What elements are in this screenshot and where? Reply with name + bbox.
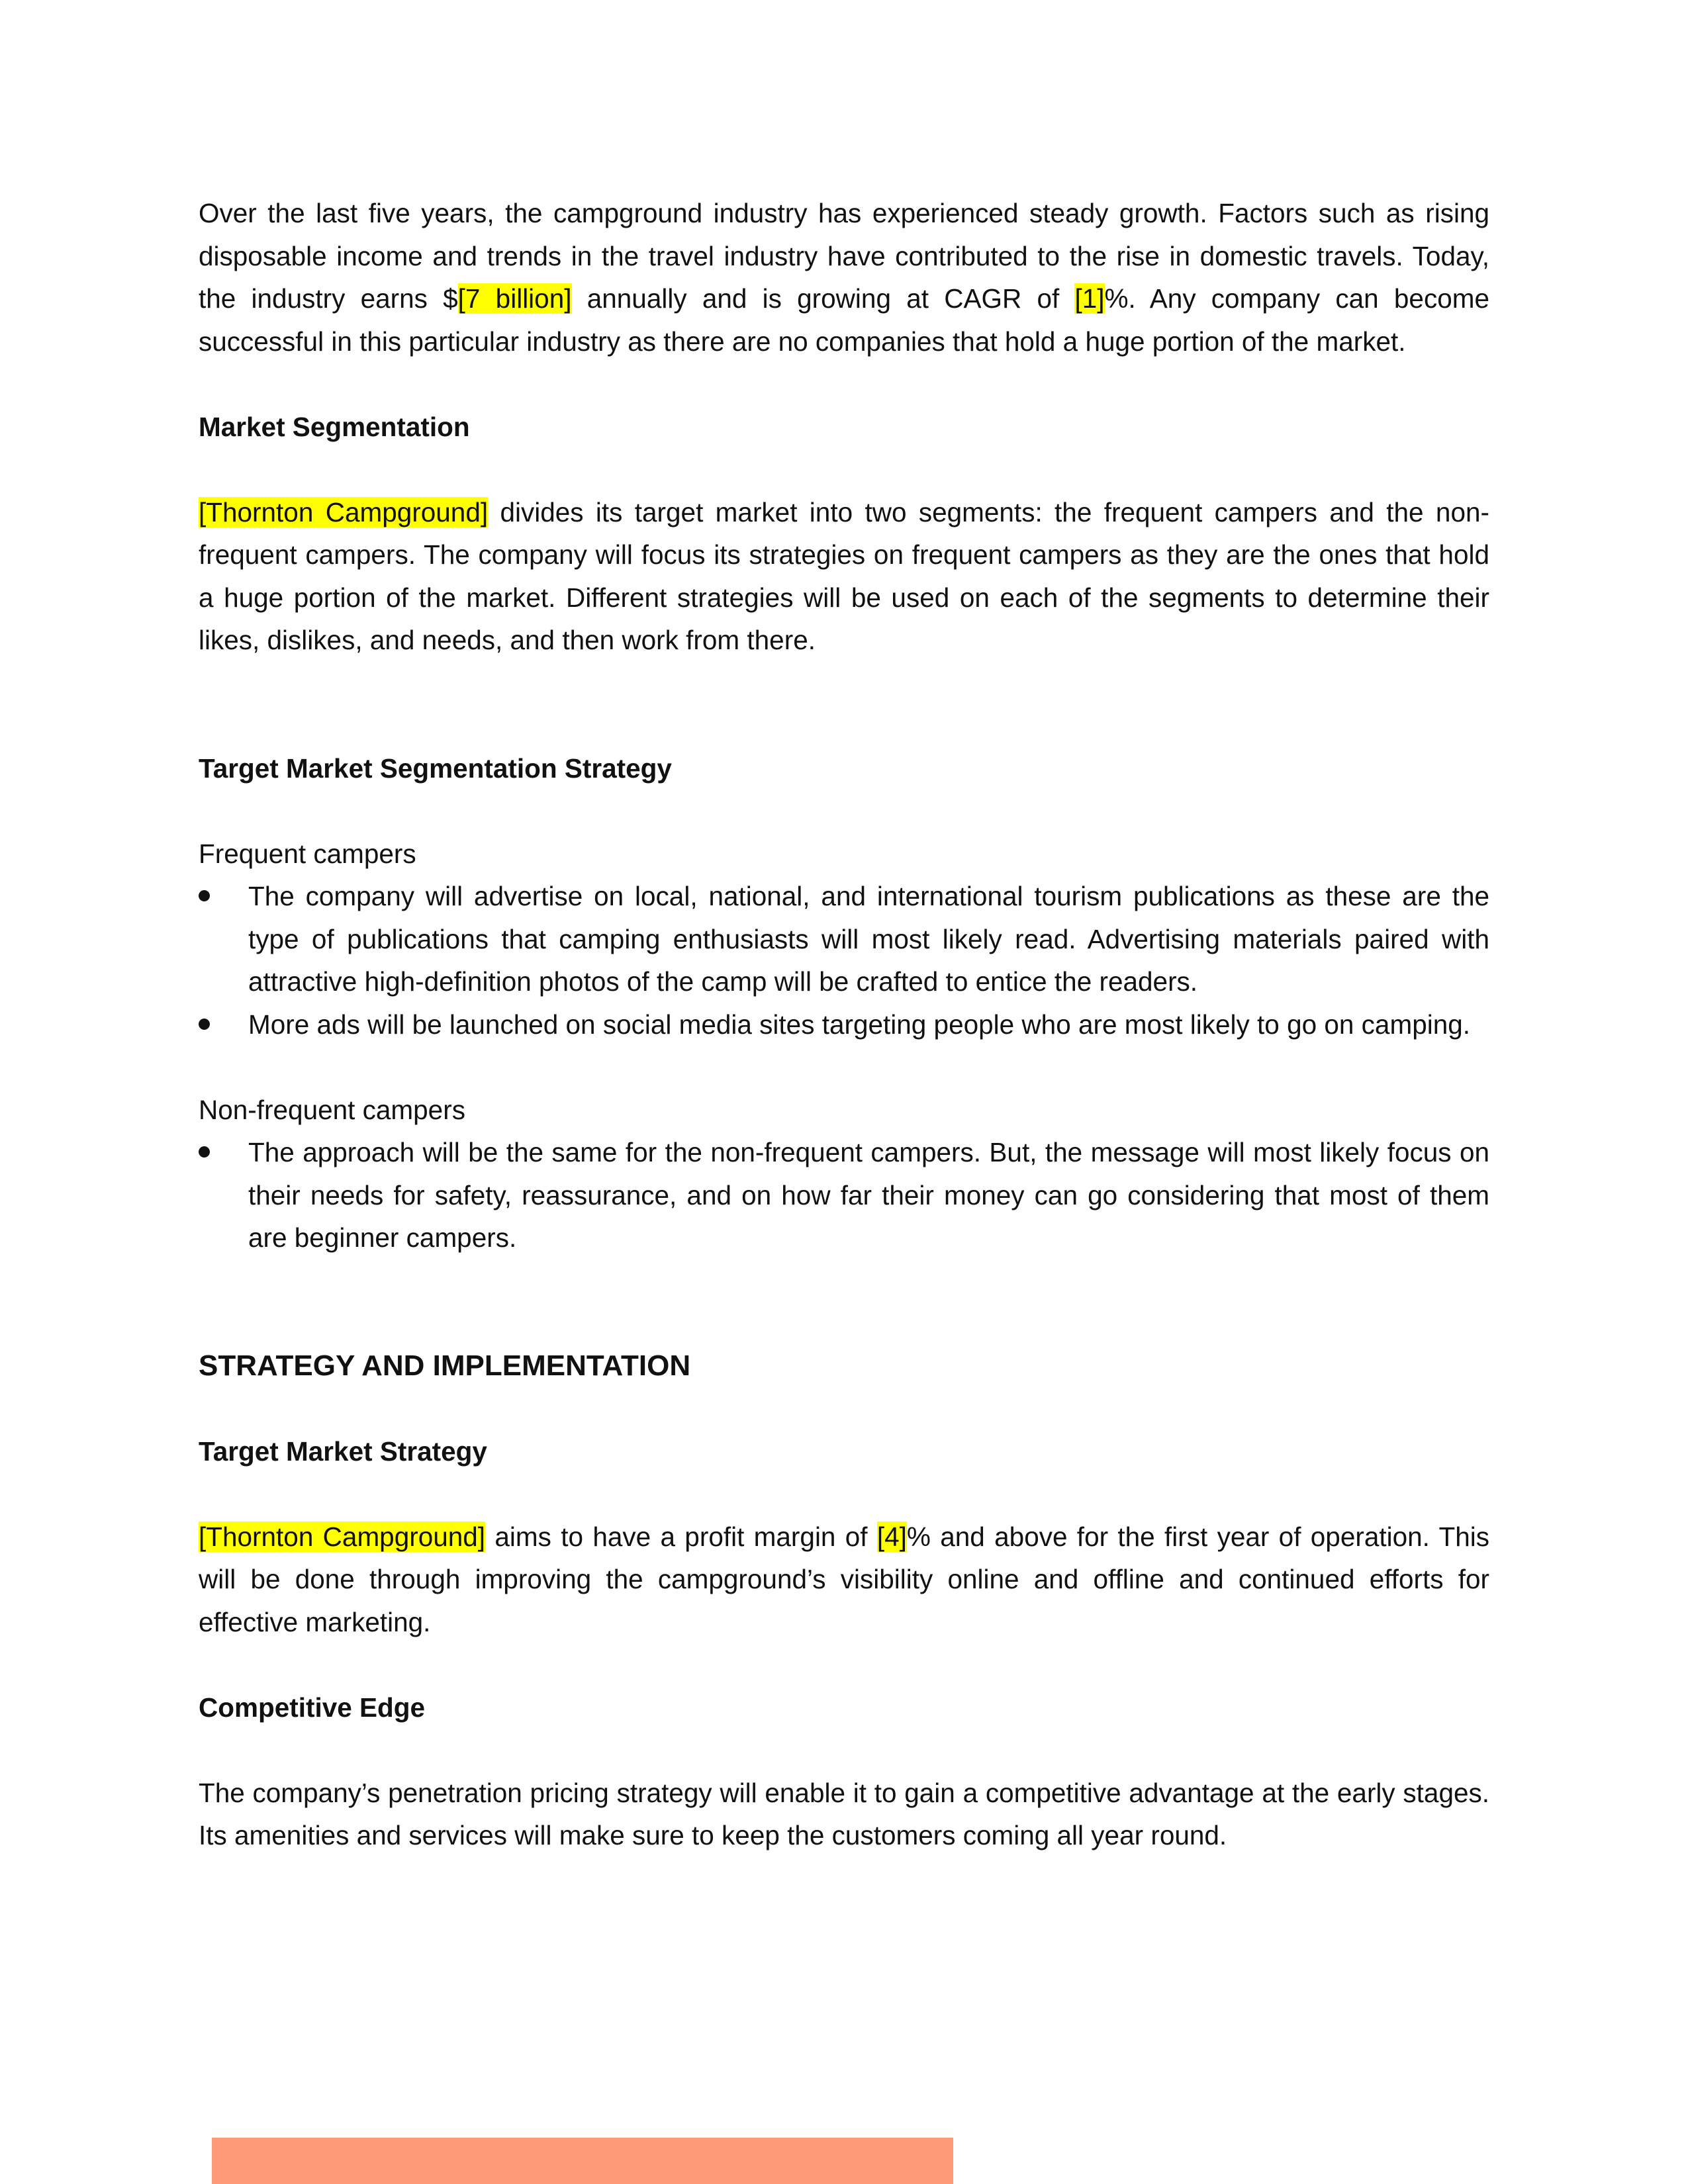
bullet-text: More ads will be launched on social media sites targeting people who are most likely to go on camping. (248, 1009, 1471, 1040)
bullet-icon (199, 1019, 210, 1030)
market-segmentation-text: divides its target market into two segments: the frequent campers and the non-frequent campers. The company will focus its strategies on frequent campers as they are the ones that hold a huge portion of the market. Different strategies will be used on each of the segments to determine their likes, dislikes, and needs, and then work from there. (199, 496, 1489, 655)
bullet-text: The company will advertise on local, national, and international tourism publications as these are the type of publications that camping enthusiasts will most likely read. Advertising materials paired with attractive high-definition photos of the camp will be crafted to entice the readers. (248, 881, 1489, 997)
market-segmentation-heading: Market Segmentation (199, 411, 470, 442)
document-page (199, 192, 1489, 1857)
non-frequent-campers-list (199, 1131, 1489, 1259)
list-item (199, 875, 1489, 1003)
bullet-icon (199, 1146, 210, 1158)
highlight-cagr: [1] (1074, 283, 1105, 314)
intro-text-2: annually and is growing at CAGR of (571, 283, 1075, 314)
competitive-edge-heading: Competitive Edge (199, 1692, 426, 1723)
target-market-segmentation-heading: Target Market Segmentation Strategy (199, 752, 672, 784)
list-item (199, 1003, 1489, 1046)
strategy-implementation-heading: STRATEGY AND IMPLEMENTATION (199, 1349, 691, 1382)
intro-text-1: Over the last five years, the campground industry has experienced steady growth. Factors such as rising disposable income and trends in the travel industry have contributed to the rise in domestic travels. Today, the industry earns $ (199, 198, 1489, 314)
frequent-campers-list (199, 875, 1489, 1046)
highlight-industry-earnings: [7 billion] (457, 283, 572, 314)
highlight-company-name: [Thornton Campground] (199, 1521, 486, 1552)
target-strategy-text-1: aims to have a profit margin of (485, 1521, 877, 1552)
bullet-text: The approach will be the same for the non-frequent campers. But, the message will most likely focus on their needs for safety, reassurance, and on how far their money can go considering that most of them are beginner campers. (248, 1137, 1489, 1253)
intro-text-3: %. Any company can become successful in this particular industry as there are no companies that hold a huge portion of the market. (199, 283, 1489, 357)
bullet-icon (199, 890, 210, 901)
target-market-strategy-heading: Target Market Strategy (199, 1435, 487, 1467)
intro-paragraph (199, 192, 1489, 363)
target-market-strategy-paragraph (199, 1516, 1489, 1644)
market-segmentation-paragraph (199, 491, 1489, 662)
footer-decoration-bar (212, 2138, 953, 2184)
highlight-company-name: [Thornton Campground] (199, 496, 489, 527)
non-frequent-campers-label: Non-frequent campers (199, 1094, 465, 1125)
competitive-edge-paragraph: The company’s penetration pricing strategy will enable it to gain a competitive advantage at the early stages. Its amenities and services will make sure to keep the customers coming all year round. (199, 1777, 1489, 1850)
frequent-campers-label: Frequent campers (199, 838, 416, 869)
list-item (199, 1131, 1489, 1259)
highlight-profit-margin: [4] (876, 1521, 907, 1552)
target-strategy-text-2: % and above for the first year of operation. This will be done through improving the campground’s visibility online and offline and continued efforts for effective marketing. (199, 1521, 1490, 1637)
